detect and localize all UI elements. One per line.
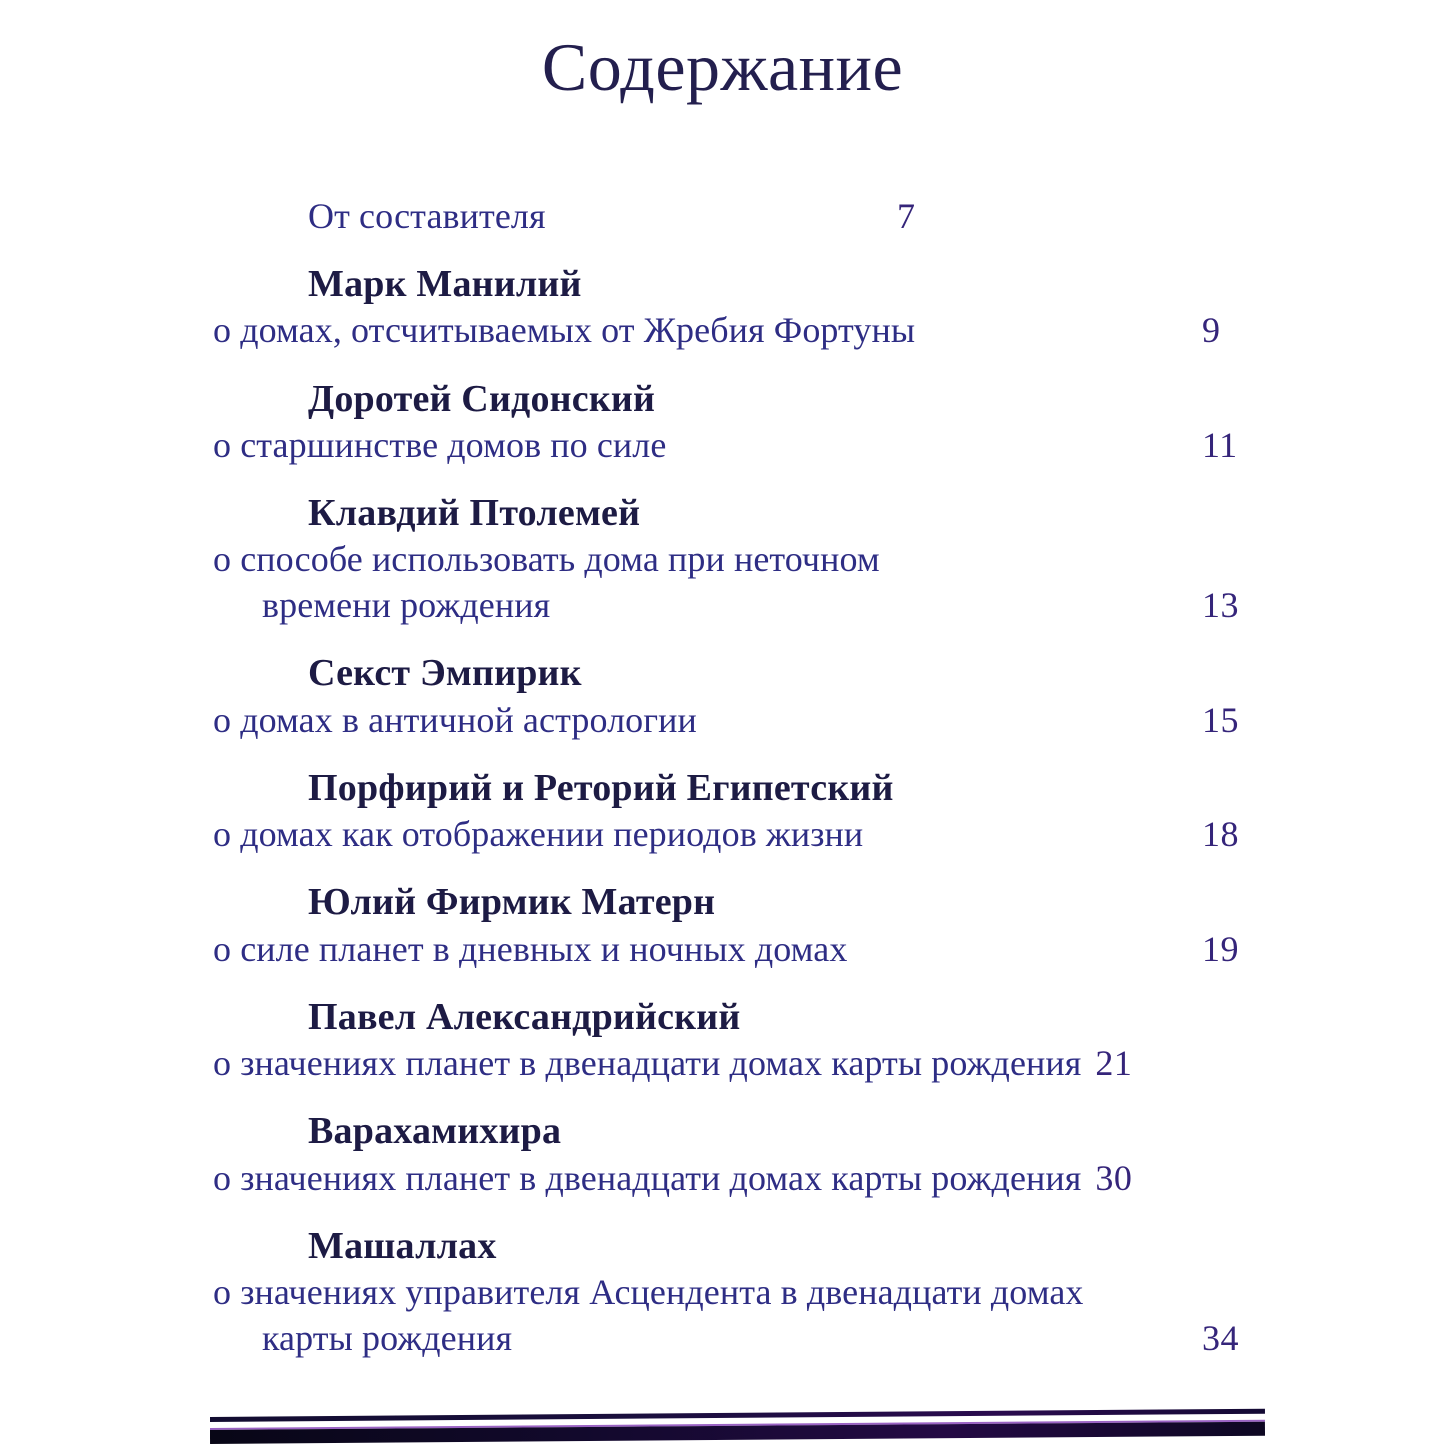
toc-entry[interactable] (0, 879, 1445, 971)
toc-entry-description (0, 193, 1445, 239)
toc-page-number[interactable]: 34 (1202, 1318, 1239, 1359)
toc-entry-description (0, 1155, 1445, 1201)
page-edge-rule-thick (210, 1422, 1265, 1444)
toc-page-number[interactable]: 9 (1202, 310, 1221, 351)
toc-entry[interactable] (0, 1108, 1445, 1200)
toc-entry[interactable] (0, 193, 1445, 239)
toc-entry-line (0, 697, 1445, 743)
toc-entry-line (0, 193, 1445, 239)
toc-entry-line (0, 422, 1445, 468)
toc-entry-description (0, 697, 1445, 743)
toc-entry[interactable] (0, 490, 1445, 629)
toc-entry-line-text: о значениях планет в двенадцати домах карты рождения (213, 1157, 1082, 1198)
toc-entry-author: Порфирий и Реторий Египетский (308, 766, 894, 809)
table-of-contents-list (0, 193, 1445, 1361)
toc-entry-line-text: о значениях планет в двенадцати домах карты рождения (213, 1043, 1082, 1084)
toc-entry-line (0, 926, 1445, 972)
toc-entry-line-text: От составителя (308, 196, 546, 236)
toc-page-number[interactable]: 30 (1095, 1157, 1133, 1198)
toc-entry-author: Клавдий Птолемей (308, 491, 641, 534)
toc-entry-line (0, 1315, 1445, 1361)
toc-entry-description (0, 1269, 1445, 1361)
toc-entry-description (0, 422, 1445, 468)
toc-page-number[interactable]: 15 (1202, 699, 1239, 740)
toc-entry[interactable] (0, 994, 1445, 1086)
toc-entry-line (0, 536, 1445, 582)
toc-entry-line-text: о домах как отображении периодов жизни (213, 814, 864, 855)
page-edge-band (210, 1401, 1265, 1445)
toc-page-number[interactable]: 13 (1202, 585, 1239, 626)
toc-entry-description (0, 1040, 1445, 1086)
toc-entry[interactable] (0, 376, 1445, 468)
toc-entry-line-text: о домах, отсчитываемых от Жребия Фортуны (213, 310, 916, 351)
toc-entry-author: Юлий Фирмик Матерн (308, 881, 716, 924)
toc-entry-line (0, 811, 1445, 857)
toc-entry-author: Доротей Сидонский (308, 377, 656, 420)
toc-page-number[interactable]: 18 (1202, 814, 1239, 855)
toc-page-number[interactable]: 11 (1202, 424, 1238, 465)
toc-entry-description (0, 811, 1445, 857)
toc-entry-line (0, 1040, 1445, 1086)
toc-page-number[interactable]: 21 (1095, 1043, 1133, 1084)
toc-entry-author: Марк Манилий (308, 263, 582, 306)
toc-page-number[interactable]: 19 (1202, 928, 1239, 969)
toc-entry[interactable] (0, 1223, 1445, 1362)
toc-entry[interactable] (0, 650, 1445, 742)
toc-entry-line-text: времени рождения (262, 585, 551, 626)
toc-entry-description (0, 307, 1445, 353)
toc-entry-line-text: карты рождения (262, 1318, 513, 1359)
toc-entry-author: Павел Александрийский (308, 995, 741, 1038)
toc-entry-line (0, 1155, 1445, 1201)
toc-entry-author: Секст Эмпирик (308, 652, 582, 695)
toc-entry-line (0, 307, 1445, 353)
toc-entry[interactable] (0, 765, 1445, 857)
toc-entry-line-text: о домах в античной астрологии (213, 699, 697, 740)
toc-entry[interactable] (0, 261, 1445, 353)
toc-entry-line-text: о силе планет в дневных и ночных домах (213, 928, 848, 969)
toc-entry-description (0, 536, 1445, 628)
toc-entry-line (0, 1269, 1445, 1315)
toc-entry-line (0, 582, 1445, 628)
toc-entry-line-text: о старшинстве домов по силе (213, 424, 667, 465)
toc-entry-author: Варахамихира (308, 1110, 562, 1153)
toc-entry-description (0, 926, 1445, 972)
page-title: Содержание (541, 29, 904, 105)
toc-entry-line-text: о способе использовать дома при неточном (213, 539, 880, 580)
toc-entry-line-text: о значениях управителя Асцендента в двенадцати домах (213, 1272, 1084, 1313)
toc-entry-author: Машаллах (308, 1224, 497, 1267)
toc-page-number[interactable]: 7 (897, 196, 916, 236)
